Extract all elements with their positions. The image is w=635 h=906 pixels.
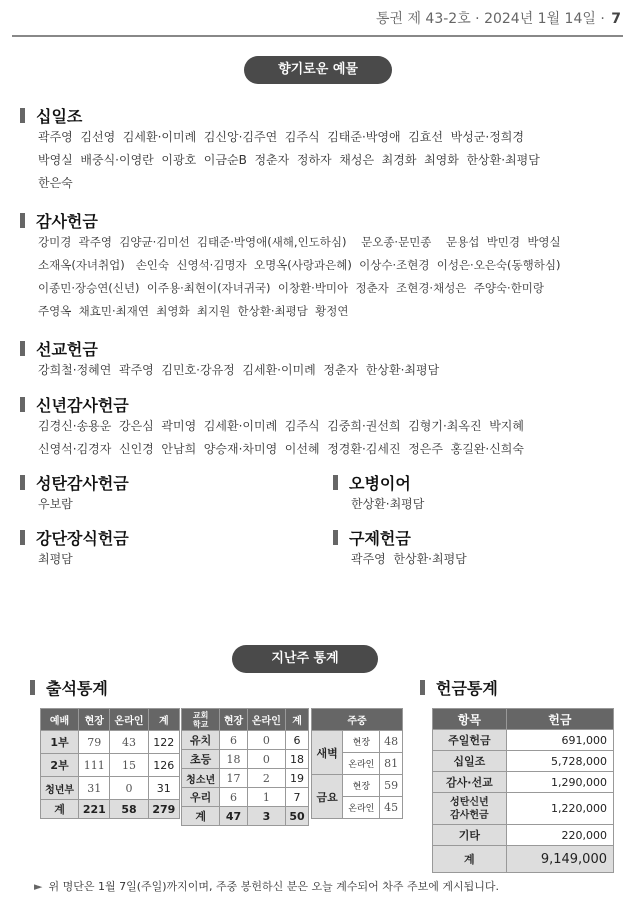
section-bar-icon xyxy=(420,680,425,695)
name-list: 강희철·정혜연 곽주영 김민호·강유정 김세환·이미례 정춘자 한상환·최평담 xyxy=(38,363,440,377)
section-title: 감사헌금 xyxy=(36,211,98,231)
worship-table xyxy=(40,708,180,819)
cell: 43 xyxy=(110,731,148,754)
section-bar-icon xyxy=(333,530,338,545)
stats-banner: 지난주 통계 xyxy=(232,645,378,673)
cell: 6 xyxy=(220,788,247,807)
cell: 50 xyxy=(286,807,309,826)
row-label: 계 xyxy=(182,807,220,826)
cell: 48 xyxy=(380,731,403,753)
cell: 45 xyxy=(380,797,403,819)
section-thanks xyxy=(20,209,620,323)
col-header: 현장 xyxy=(220,709,247,731)
cell: 79 xyxy=(79,731,110,754)
cell: 122 xyxy=(148,731,179,754)
col-header: 온라인 xyxy=(110,709,148,731)
cell: 221 xyxy=(79,800,110,819)
section-title: 오병이어 xyxy=(349,473,411,493)
cell: 0 xyxy=(247,750,285,769)
row-label: 주일헌금 xyxy=(433,730,507,751)
row-label: 새벽 xyxy=(312,731,343,775)
cell: 0 xyxy=(110,777,148,800)
name-list: 우보람 xyxy=(38,497,73,511)
section-title: 신년감사헌금 xyxy=(36,395,129,415)
attendance-title xyxy=(30,676,230,698)
footnote-text: 위 명단은 1월 7일(주일)까지이며, 주중 봉헌하신 분은 오늘 계수되어 차주 주보에 게시됩니다. xyxy=(48,880,500,893)
name-list: 곽주영 한상환·최평담 xyxy=(351,552,467,566)
section-title: 강단장식헌금 xyxy=(36,528,129,548)
section-bar-icon xyxy=(30,680,35,695)
section-tithe xyxy=(20,104,620,195)
page-number: 7 xyxy=(611,11,621,27)
cell: 47 xyxy=(220,807,247,826)
col-header: 예배 xyxy=(41,709,79,731)
cell: 9,149,000 xyxy=(506,846,613,873)
section-bar-icon xyxy=(20,213,25,228)
table-row xyxy=(41,754,180,777)
row-label: 초등 xyxy=(182,750,220,769)
section-title: 구제헌금 xyxy=(349,528,411,548)
name-list: 곽주영 김선영 김세환·이미례 김신앙·김주연 김주식 김태준·박영애 김효선 박성군·정희경 박영실 배중식·이영란 이광호 이금순B 정춘자 정하자 채성은 최경화 최영화 한상환·최평담 한은숙 xyxy=(38,130,540,190)
col-header: 헌금 xyxy=(506,709,613,730)
row-label: 청소년 xyxy=(182,769,220,788)
table-row xyxy=(41,777,180,800)
cell: 31 xyxy=(148,777,179,800)
col-header: 계 xyxy=(286,709,309,731)
table-row xyxy=(312,775,403,797)
section-bar-icon xyxy=(20,475,25,490)
cell: 1 xyxy=(247,788,285,807)
row-label: 십일조 xyxy=(433,751,507,772)
total-row xyxy=(182,807,309,826)
table-row xyxy=(433,751,614,772)
table-row xyxy=(182,788,309,807)
table-row xyxy=(433,825,614,846)
cell: 31 xyxy=(79,777,110,800)
section-five-loaves xyxy=(333,471,623,516)
cell: 81 xyxy=(380,753,403,775)
section-bar-icon xyxy=(20,530,25,545)
col-header: 계 xyxy=(148,709,179,731)
school-table xyxy=(181,708,309,826)
section-relief xyxy=(333,526,623,571)
cell: 17 xyxy=(220,769,247,788)
cell: 현장 xyxy=(343,731,380,753)
name-list: 강미경 곽주영 김양균·김미선 김태준·박영애(새해,인도하심) 문오종·문민종 문용섭 박민경 박영실 소재옥(자녀취업) 손인숙 신영석·김명자 오명옥(사랑과은혜) 이상수·조현경 이성은·오은숙(동행하심) 이종민·장승연(신년) 이주용·최현이(자녀귀국) 이창환·박미아 정춘자 조현경·채성은 주양숙·한미랑 주영옥 채효민·최재연 최영화 최지원 한상환·최평담 황정연 xyxy=(38,235,561,318)
col-header: 항목 xyxy=(433,709,507,730)
cell: 18 xyxy=(220,750,247,769)
name-list: 최평담 xyxy=(38,552,73,566)
table-row xyxy=(312,731,403,753)
cell: 111 xyxy=(79,754,110,777)
offering-banner: 향기로운 예물 xyxy=(244,56,392,84)
weekday-table xyxy=(311,708,403,819)
col-header: 현장 xyxy=(79,709,110,731)
section-altar xyxy=(20,526,310,571)
table-row xyxy=(433,772,614,793)
cell: 온라인 xyxy=(343,797,380,819)
triangle-icon: ► xyxy=(34,880,43,893)
cell: 7 xyxy=(286,788,309,807)
total-row xyxy=(433,846,614,873)
table-row xyxy=(433,793,614,825)
header-divider xyxy=(12,35,623,37)
cell: 59 xyxy=(380,775,403,797)
cell: 691,000 xyxy=(506,730,613,751)
table-row xyxy=(182,769,309,788)
total-row xyxy=(41,800,180,819)
row-label: 기타 xyxy=(433,825,507,846)
table-row xyxy=(182,750,309,769)
cell: 6 xyxy=(286,731,309,750)
row-label: 2부 xyxy=(41,754,79,777)
section-title: 헌금통계 xyxy=(436,678,498,698)
col-header: 교회 학교 xyxy=(182,709,220,731)
table-row xyxy=(433,730,614,751)
cell: 3 xyxy=(247,807,285,826)
row-label: 성탄신년 감사헌금 xyxy=(433,793,507,825)
row-label: 금요 xyxy=(312,775,343,819)
footnote xyxy=(34,878,505,894)
cell: 2 xyxy=(247,769,285,788)
cell: 58 xyxy=(110,800,148,819)
name-list: 한상환·최평담 xyxy=(351,497,425,511)
section-title: 선교헌금 xyxy=(36,339,98,359)
cash-title xyxy=(420,676,620,698)
row-label: 계 xyxy=(433,846,507,873)
issue-info: 통권 제 43-2호 · 2024년 1월 14일 · xyxy=(375,11,605,27)
cell: 126 xyxy=(148,754,179,777)
cell: 18 xyxy=(286,750,309,769)
section-newyear xyxy=(20,393,620,461)
issue-header xyxy=(376,8,621,28)
section-christmas xyxy=(20,471,310,516)
section-bar-icon xyxy=(20,108,25,123)
cell: 0 xyxy=(247,731,285,750)
section-mission xyxy=(20,337,620,382)
row-label: 1부 xyxy=(41,731,79,754)
cell: 220,000 xyxy=(506,825,613,846)
cell: 19 xyxy=(286,769,309,788)
cell: 온라인 xyxy=(343,753,380,775)
cell: 5,728,000 xyxy=(506,751,613,772)
section-title: 성탄감사헌금 xyxy=(36,473,129,493)
cash-table xyxy=(432,708,614,873)
section-bar-icon xyxy=(20,397,25,412)
cell: 6 xyxy=(220,731,247,750)
row-label: 유치 xyxy=(182,731,220,750)
cell: 279 xyxy=(148,800,179,819)
section-bar-icon xyxy=(333,475,338,490)
section-bar-icon xyxy=(20,341,25,356)
row-label: 감사·선교 xyxy=(433,772,507,793)
name-list: 김경신·송용운 강은심 곽미영 김세환·이미례 김주식 김중희·권선희 김형기·최옥진 박지혜 신영석·김경자 신인경 안남희 양승재·차미영 이선혜 정경환·김세진 정은주 홍길완·신희숙 xyxy=(38,419,524,456)
row-label: 청년부 xyxy=(41,777,79,800)
row-label: 계 xyxy=(41,800,79,819)
table-row xyxy=(182,731,309,750)
col-header: 주중 xyxy=(312,709,403,731)
row-label: 우리 xyxy=(182,788,220,807)
table-row xyxy=(41,731,180,754)
col-header: 온라인 xyxy=(247,709,285,731)
cell: 1,220,000 xyxy=(506,793,613,825)
section-title: 십일조 xyxy=(36,106,83,126)
cell: 현장 xyxy=(343,775,380,797)
section-title: 출석통계 xyxy=(46,678,108,698)
cell: 15 xyxy=(110,754,148,777)
cell: 1,290,000 xyxy=(506,772,613,793)
